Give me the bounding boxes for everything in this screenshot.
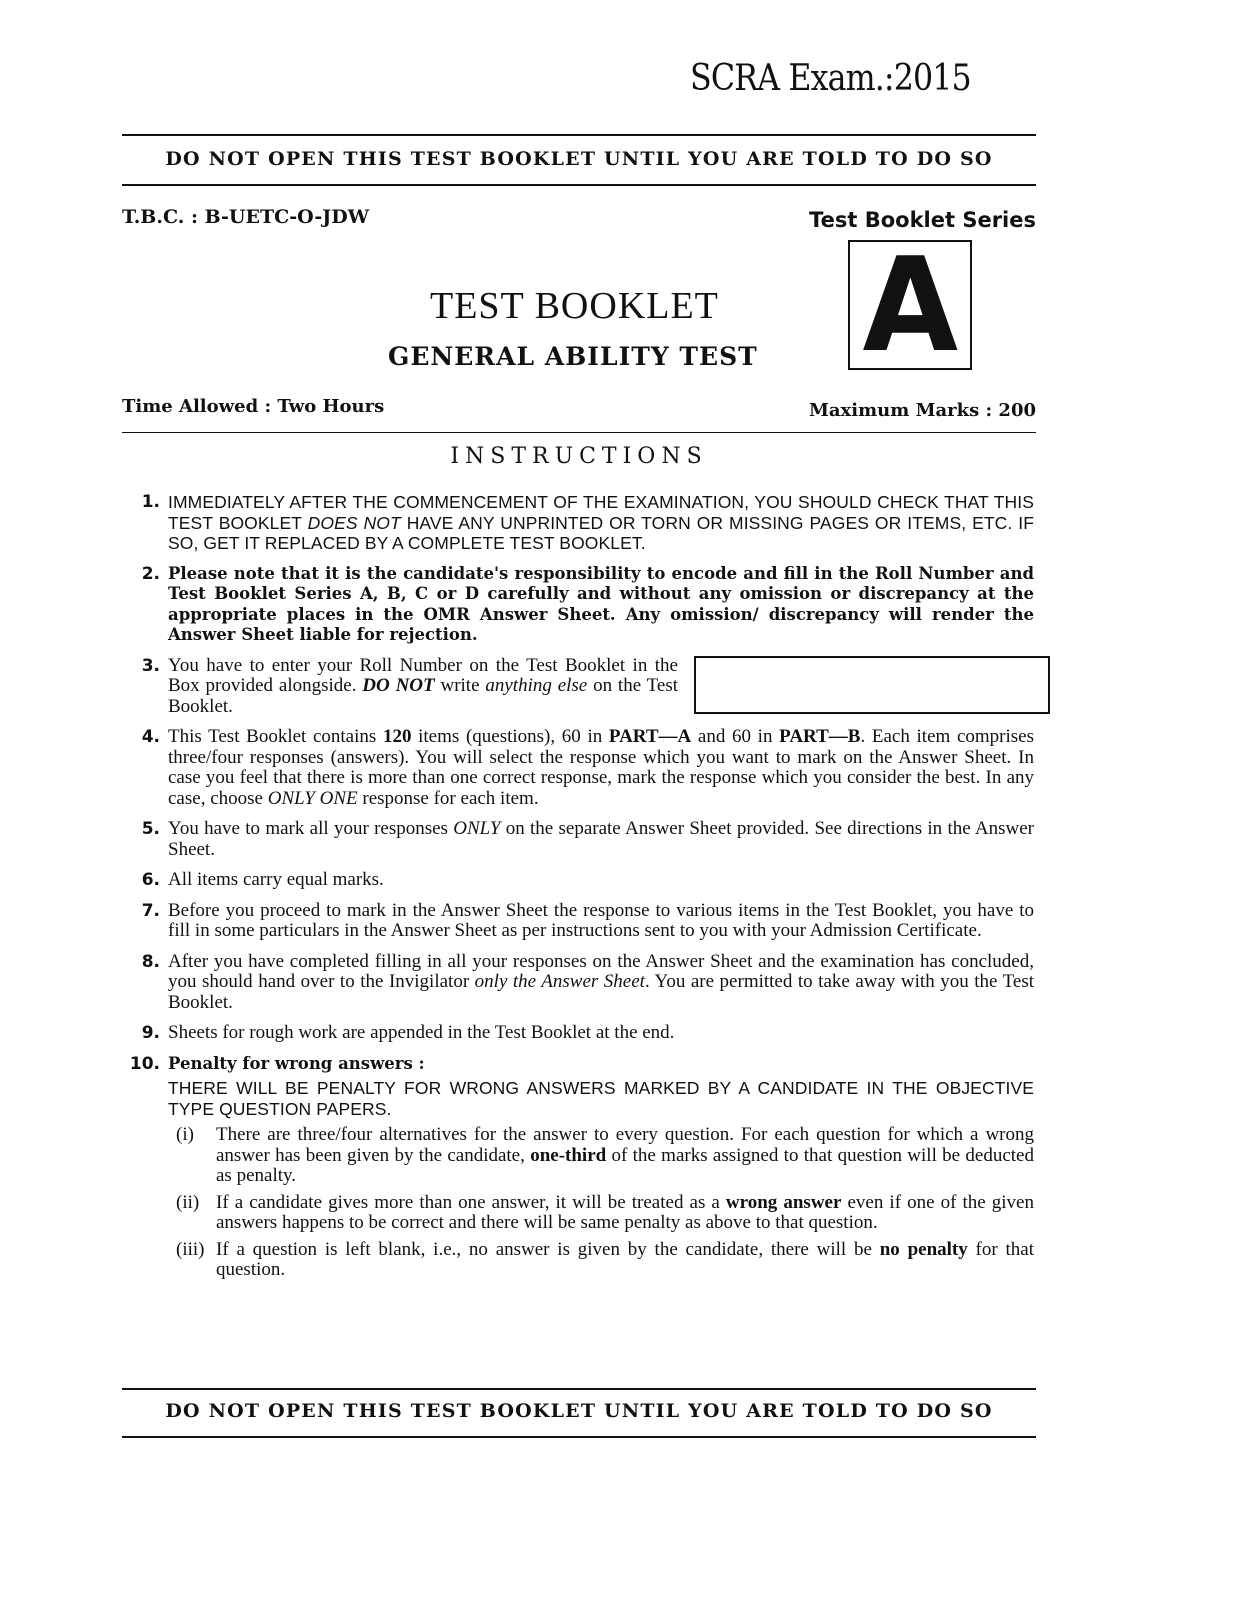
- item-number: 5.: [141, 819, 160, 839]
- item-number: 8.: [141, 951, 160, 972]
- penalty-subitem: (ii) If a candidate gives more than one answer, it will be treated as a wrong answer even if one of the given answers happens to be correct and there will be same penalty as above to that question.: [176, 1191, 1034, 1233]
- bottom-warning-banner: DO NOT OPEN THIS TEST BOOKLET UNTIL YOU ARE TOLD TO DO SO: [165, 1400, 993, 1422]
- instruction-item: [122, 952, 1034, 1014]
- item-text: After you have completed filling in all your responses on the Answer Sheet and the examination has concluded, you should hand over to the Invigilator only the Answer Sheet. You are permitted to take away with you the Test Booklet.: [168, 950, 1035, 1013]
- series-letter-box: [848, 229, 972, 381]
- item-text: This Test Booklet contains 120 items (questions), 60 in PART—A and 60 in PART—B. Each item comprises three/four responses (answers). You will select the response which you want to mark on the Answer Sheet. In case you feel that there is more than one correct response, mark the response which you consider the best. In any case, choose ONLY ONE response for each item.: [168, 726, 1034, 809]
- item-text: Sheets for rough work are appended in the Test Booklet at the end.: [168, 1022, 675, 1043]
- instruction-item: [122, 564, 1034, 646]
- item-number: 3.: [141, 655, 160, 676]
- series-letter: A: [862, 229, 958, 381]
- instruction-item: [122, 492, 1034, 554]
- item-text: You have to mark all your responses ONLY on the separate Answer Sheet provided. See directions in the Answer Sheet.: [168, 818, 1035, 860]
- item-text: All items carry equal marks.: [168, 869, 384, 890]
- roll-number-box[interactable]: [694, 656, 1050, 714]
- maximum-marks: Maximum Marks : 200: [808, 400, 1036, 421]
- instruction-item: [122, 901, 1034, 942]
- instruction-item: [122, 819, 1034, 860]
- instructions-heading: INSTRUCTIONS: [450, 444, 708, 469]
- time-allowed: Time Allowed : Two Hours: [122, 396, 385, 417]
- item-number: 9.: [141, 1023, 160, 1043]
- item-number: 2.: [141, 563, 160, 584]
- tbc-code: T.B.C. : B-UETC-O-JDW: [122, 206, 370, 228]
- handwritten-exam-note: SCRA Exam.:2015: [690, 58, 971, 99]
- top-rule: [122, 134, 1036, 136]
- penalty-subitem: (i) There are three/four alternatives for the answer to every question. For each question for which a wrong answer has been given by the candidate, one-third of the marks assigned to that question will be deducted as penalty.: [176, 1124, 1034, 1186]
- penalty-notice: THERE WILL BE PENALTY FOR WRONG ANSWERS MARKED BY A CANDIDATE IN THE OBJECTIVE TYPE QUESTION PAPERS.: [168, 1078, 1034, 1119]
- penalty-heading: Penalty for wrong answers :: [168, 1053, 425, 1073]
- penalty-subitem: (iii) If a question is left blank, i.e., no answer is given by the candidate, there will be no penalty for that question.: [176, 1238, 1034, 1280]
- instruction-item: [122, 656, 1034, 718]
- item-number: 6.: [141, 870, 160, 890]
- item-text: Please note that it is the candidate's responsibility to encode and fill in the Roll Number and Test Booklet Series A, B, C or D carefully and without any omission or discrepancy at the appropriate places in the OMR Answer Sheet. Any omission/ discrepancy will render the Answer Sheet liable for rejection.: [168, 563, 1034, 644]
- item-number: 4.: [141, 727, 160, 747]
- bottom-rule: [122, 1436, 1036, 1438]
- item-number: 7.: [141, 900, 160, 921]
- booklet-subtitle: GENERAL ABILITY TEST: [388, 342, 758, 371]
- top-warning-banner: DO NOT OPEN THIS TEST BOOKLET UNTIL YOU ARE TOLD TO DO SO: [165, 148, 993, 170]
- instruction-item-penalty: [122, 1054, 1034, 1281]
- instruction-item: [122, 1023, 1034, 1044]
- item-text: You have to enter your Roll Number on the Test Booklet in the Box provided alongside. DO NOT write anything else on the Test Booklet.: [168, 654, 679, 717]
- bottom-banner-rule: [122, 1388, 1036, 1390]
- item-number: 10.: [129, 1053, 160, 1074]
- item-text: Before you proceed to mark in the Answer Sheet the response to various items in the Test Booklet, you have to fill in some particulars in the Answer Sheet as per instructions sent to you with your Admission Certificate.: [168, 899, 1034, 941]
- item-text: [168, 1054, 1034, 1281]
- banner-rule: [122, 184, 1036, 186]
- instruction-item: [122, 727, 1034, 809]
- instruction-item: [122, 870, 1034, 891]
- booklet-title: TEST BOOKLET: [430, 285, 719, 327]
- header-rule: [122, 432, 1036, 433]
- instructions-list: [122, 492, 1034, 1291]
- item-number: 1.: [141, 492, 160, 512]
- item-text: IMMEDIATELY AFTER THE COMMENCEMENT OF THE EXAMINATION, YOU SHOULD CHECK THAT THIS TEST BOOKLET DOES NOT HAVE ANY UNPRINTED OR TORN OR MISSING PAGES OR ITEMS, ETC. IF SO, GET IT REPLACED BY A COMPLETE TEST BOOKLET.: [168, 492, 1035, 553]
- series-label: Test Booklet Series: [809, 208, 1036, 232]
